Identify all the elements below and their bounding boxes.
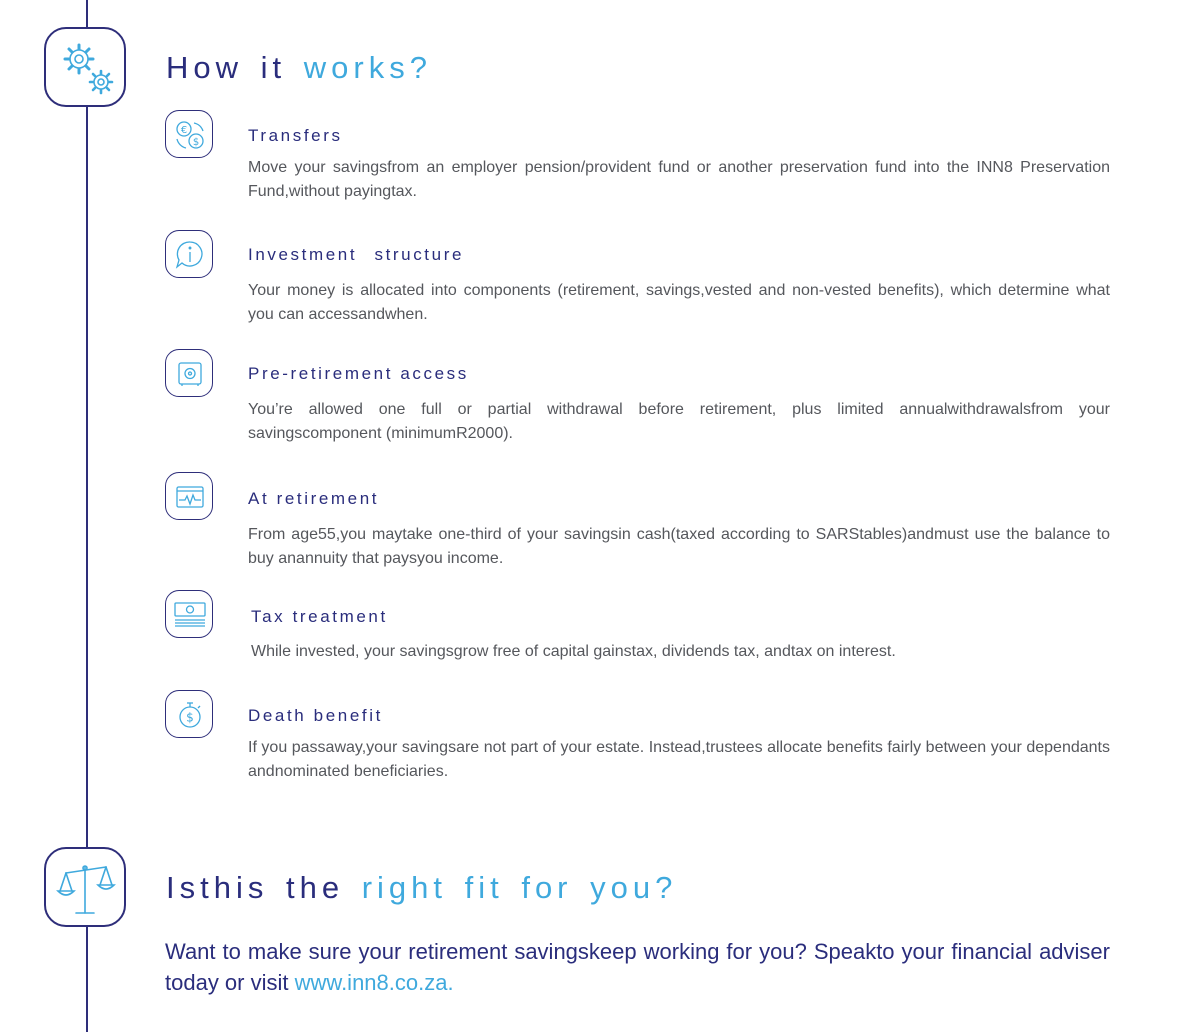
svg-text:$: $ <box>192 137 200 148</box>
item-body: You’re allowed one full or partial withdrawal before retirement, plus limited annualwithdrawalsfrom your savingscomponent (minimumR2000). <box>248 401 1110 442</box>
item-body: Move your savingsfrom an employer pension/provident fund or another preservation fund into the INN8 Preservation Fund,without payingtax. <box>248 159 1110 200</box>
timeline-line <box>86 0 88 28</box>
item-body: While invested, your savingsgrow free of capital gainstax, dividends tax, andtax on interest. <box>251 643 896 660</box>
item-title: Death benefit <box>248 706 383 725</box>
svg-text:€: € <box>180 125 188 136</box>
item-title: Transfers <box>248 126 343 145</box>
safe-icon <box>165 349 213 397</box>
gears-icon <box>44 27 126 107</box>
item-body: From age55,you maytake one-third of your savingsin cash(taxed according to SARStables)andmust use the balance to buy anannuity that paysyou income. <box>248 526 1110 567</box>
cta-body: Want to make sure your retirement savingskeep working for you? Speakto your financial adviser today or visit <box>165 939 1110 995</box>
timeline-line <box>86 926 88 1032</box>
item-title: At retirement <box>248 489 380 508</box>
section-title-how-it-works <box>166 50 432 86</box>
svg-text:$: $ <box>186 710 194 725</box>
item-body: If you passaway,your savingsare not part of your estate. Instead,trustees allocate benefits fairly between your dependants andnominated beneficiaries. <box>248 739 1110 780</box>
website-link[interactable]: www.inn8.co.za. <box>294 970 454 995</box>
call-to-action-text <box>165 936 1110 998</box>
pulse-monitor-icon <box>165 472 213 520</box>
item-title: Tax treatment <box>251 607 388 626</box>
item-title: Investment structure <box>248 245 465 264</box>
title-part-2: works? <box>303 50 432 85</box>
title-part-1: How it <box>166 50 287 85</box>
item-title: Pre-retirement access <box>248 364 469 383</box>
section-title-right-fit <box>166 870 677 906</box>
money-stopwatch-icon <box>165 690 213 738</box>
fit-title-part-1: Isthis the <box>166 870 345 905</box>
fit-title-part-2: right fit for you? <box>361 870 678 905</box>
currency-exchange-icon <box>165 110 213 158</box>
info-speech-bubble-icon <box>165 230 213 278</box>
timeline-line <box>86 106 88 848</box>
banknotes-icon <box>165 590 213 638</box>
balance-scale-icon <box>44 847 126 927</box>
item-body: Your money is allocated into components (retirement, savings,vested and non-vested benefits), which determine what you can accessandwhen. <box>248 282 1110 323</box>
